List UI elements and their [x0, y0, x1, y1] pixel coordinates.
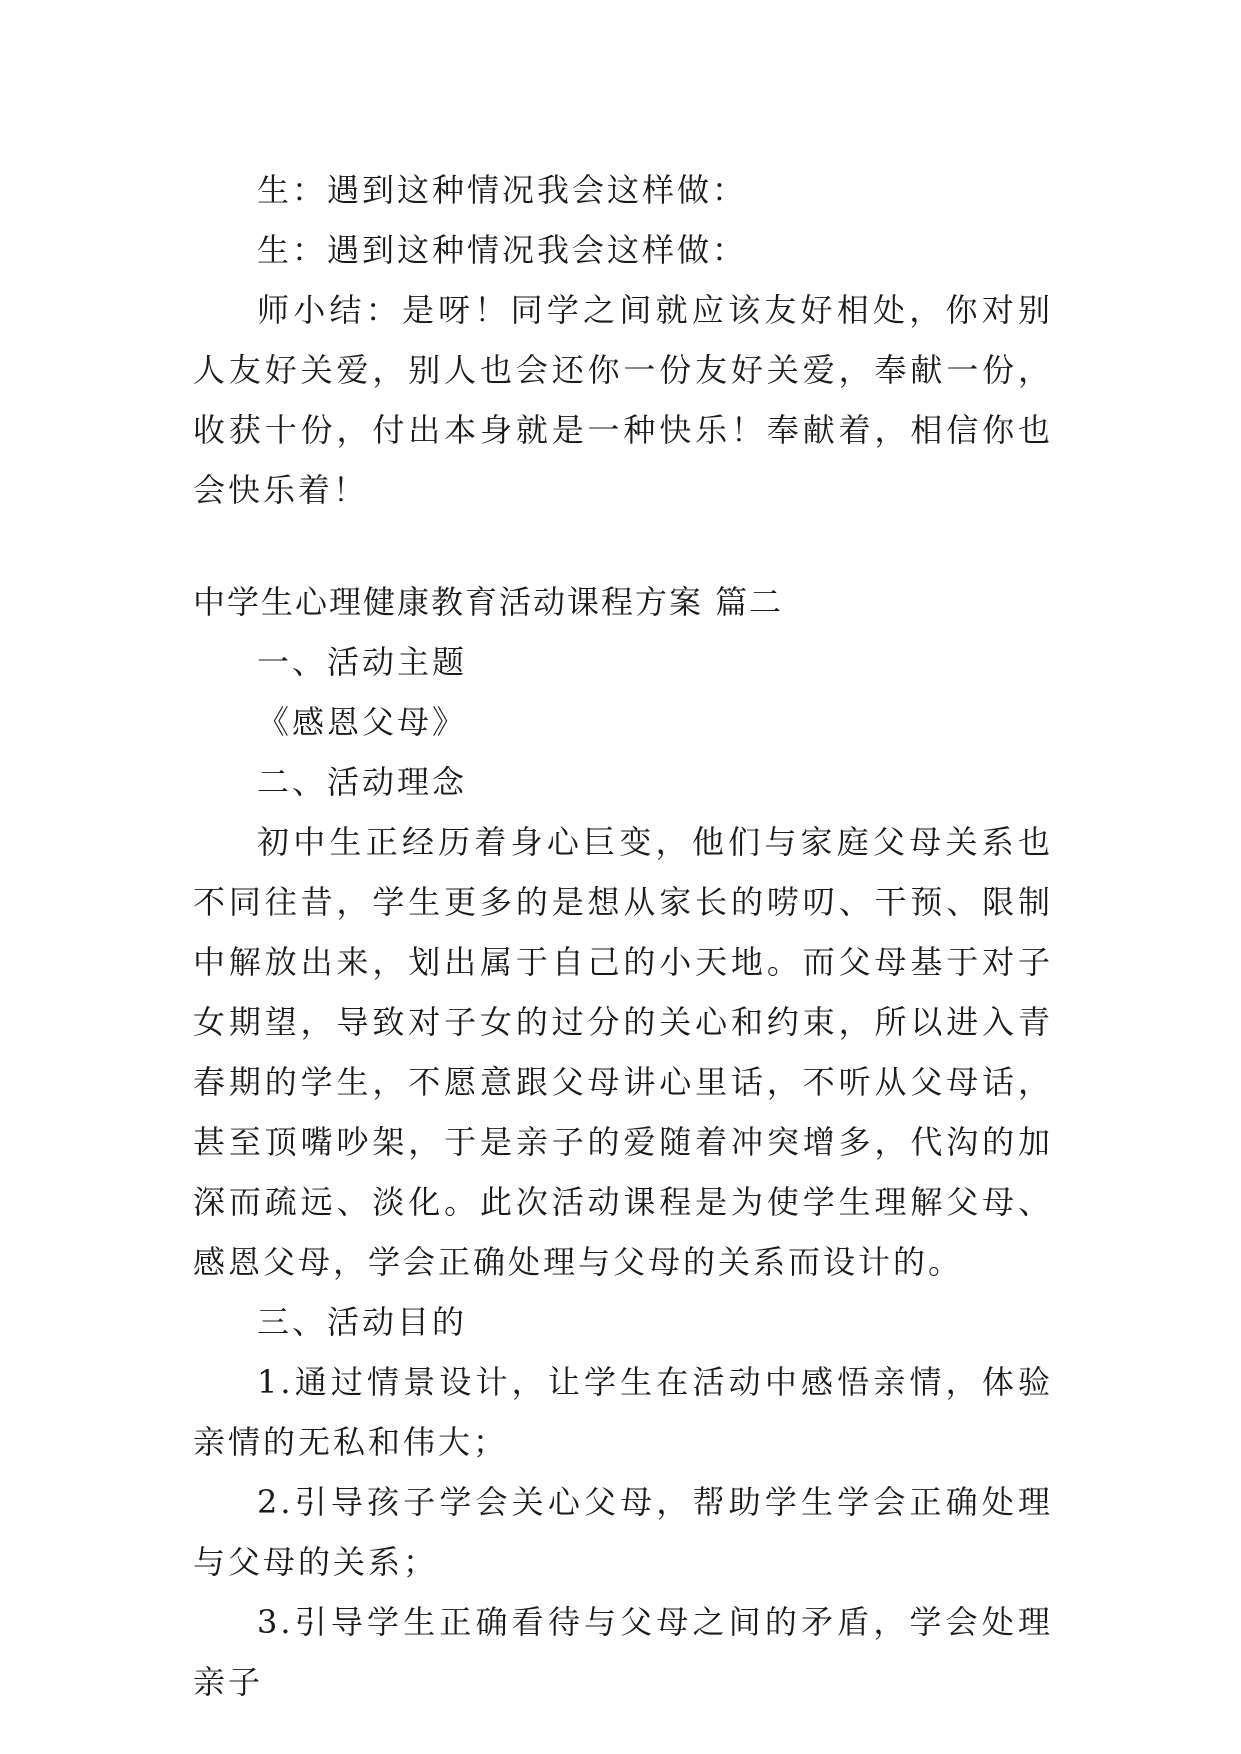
- section-title: 中学生心理健康教育活动课程方案 篇二: [193, 583, 784, 621]
- purpose-item-3: 3.引导学生正确看待与父母之间的矛盾，学会处理亲子: [193, 1603, 1053, 1701]
- purpose-item-2: 2.引导孩子学会关心父母，帮助学生学会正确处理与父母的关系；: [193, 1483, 1053, 1581]
- heading-activity-theme: 一、活动主题: [257, 643, 468, 681]
- activity-theme-title: 《感恩父母》: [257, 703, 468, 741]
- heading-activity-purpose: 三、活动目的: [257, 1303, 468, 1341]
- activity-concept-paragraph: 初中生正经历着身心巨变，他们与家庭父母关系也不同往昔，学生更多的是想从家长的唠叨、干预、限制中解放出来，划出属于自己的小天地。而父母基于对子女期望，导致对子女的过分的关心和约束，所以进入青春期的学生，不愿意跟父母讲心里话，不听从父母话，甚至顶嘴吵架，于是亲子的爱随着冲突增多，代沟的加深而疏远、淡化。此次活动课程是为使学生理解父母、感恩父母，学会正确处理与父母的关系而设计的。: [193, 823, 1053, 1281]
- purpose-item-1: 1.通过情景设计，让学生在活动中感悟亲情，体验亲情的无私和伟大；: [193, 1363, 1053, 1461]
- student-response-2: 生：遇到这种情况我会这样做：: [257, 231, 748, 269]
- student-response-1: 生：遇到这种情况我会这样做：: [257, 171, 748, 209]
- teacher-summary: 师小结：是呀！同学之间就应该友好相处，你对别人友好关爱，别人也会还你一份友好关爱，奉献一份，收获十份，付出本身就是一种快乐！奉献着，相信你也会快乐着！: [193, 291, 1053, 509]
- document-body: [193, 160, 1053, 1712]
- heading-activity-concept: 二、活动理念: [257, 763, 468, 801]
